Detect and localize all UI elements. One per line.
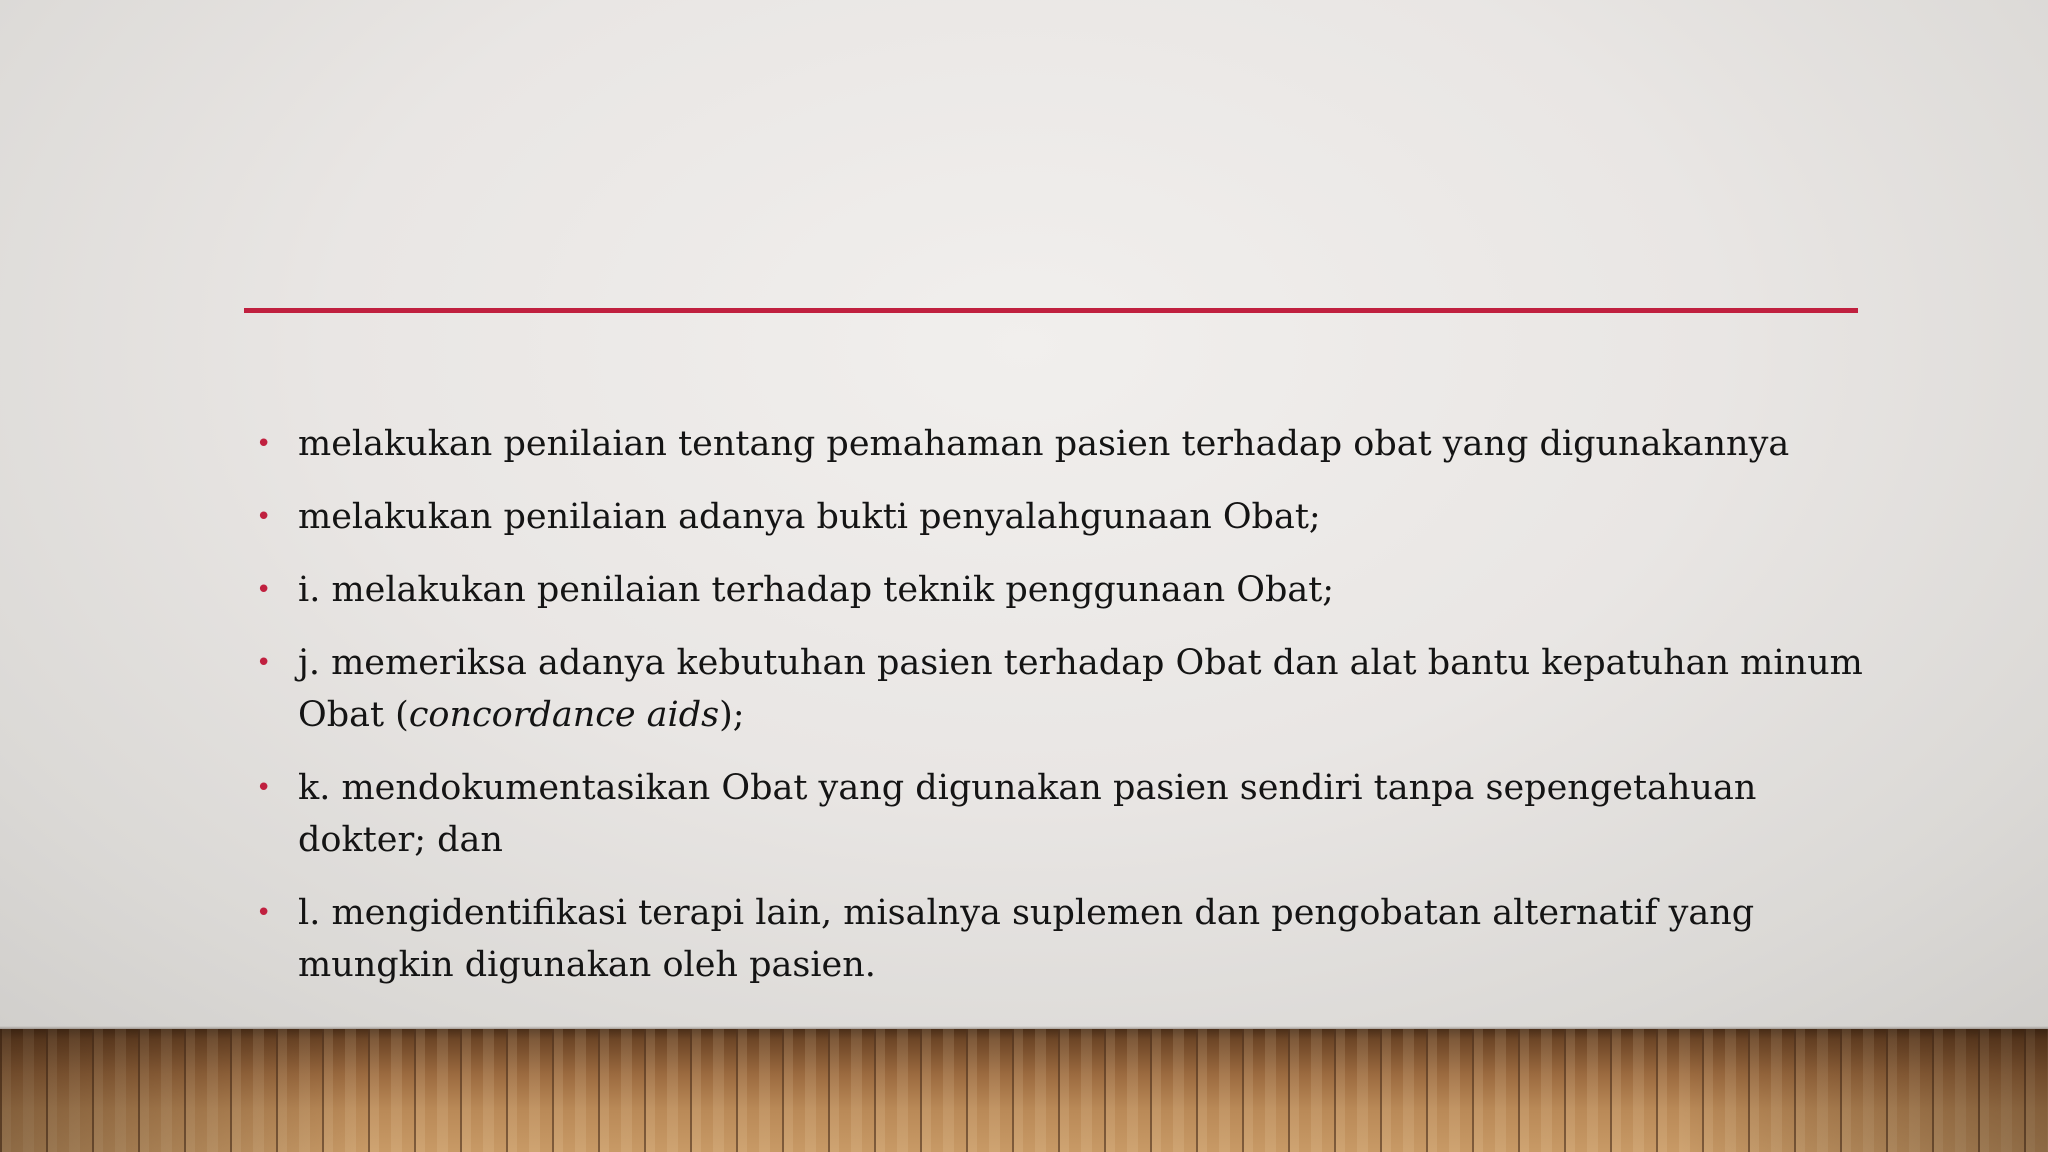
bullet-dot-icon: • (256, 773, 272, 803)
wooden-floor-decoration (0, 1029, 2048, 1152)
bullet-item (256, 564, 1876, 616)
bullet-dot-icon: • (256, 575, 272, 605)
bullet-dot-icon: • (256, 502, 272, 532)
bullet-dot-icon: • (256, 898, 272, 928)
bullet-text: l. mengidentifikasi terapi lain, misalnya suplemen dan pengobatan alternatif yang mungkin digunakan oleh pasien. (298, 893, 1755, 985)
bullet-text: j. memeriksa adanya kebutuhan pasien terhadap Obat dan alat bantu kepatuhan minum Obat ( (298, 643, 1863, 735)
floor-vignette (0, 1029, 2048, 1152)
bullet-text-italic: concordance aids (408, 695, 720, 735)
bullet-text: k. mendokumentasikan Obat yang digunakan pasien sendiri tanpa sepengetahuan dokter; dan (298, 768, 1757, 860)
title-divider-line (244, 308, 1858, 313)
bullet-text-end: ); (719, 695, 745, 735)
bullet-text: melakukan penilaian adanya bukti penyalahgunaan Obat; (298, 497, 1321, 537)
bullet-text: melakukan penilaian tentang pemahaman pasien terhadap obat yang digunakannya (298, 424, 1790, 464)
bullet-item (256, 637, 1876, 741)
bullet-item (256, 887, 1876, 991)
bullet-dot-icon: • (256, 648, 272, 678)
bullet-text: i. melakukan penilaian terhadap teknik penggunaan Obat; (298, 570, 1335, 610)
bullet-list (256, 418, 1876, 1012)
bullet-item (256, 418, 1876, 470)
bullet-item (256, 491, 1876, 543)
bullet-dot-icon: • (256, 429, 272, 459)
bullet-item (256, 762, 1876, 866)
